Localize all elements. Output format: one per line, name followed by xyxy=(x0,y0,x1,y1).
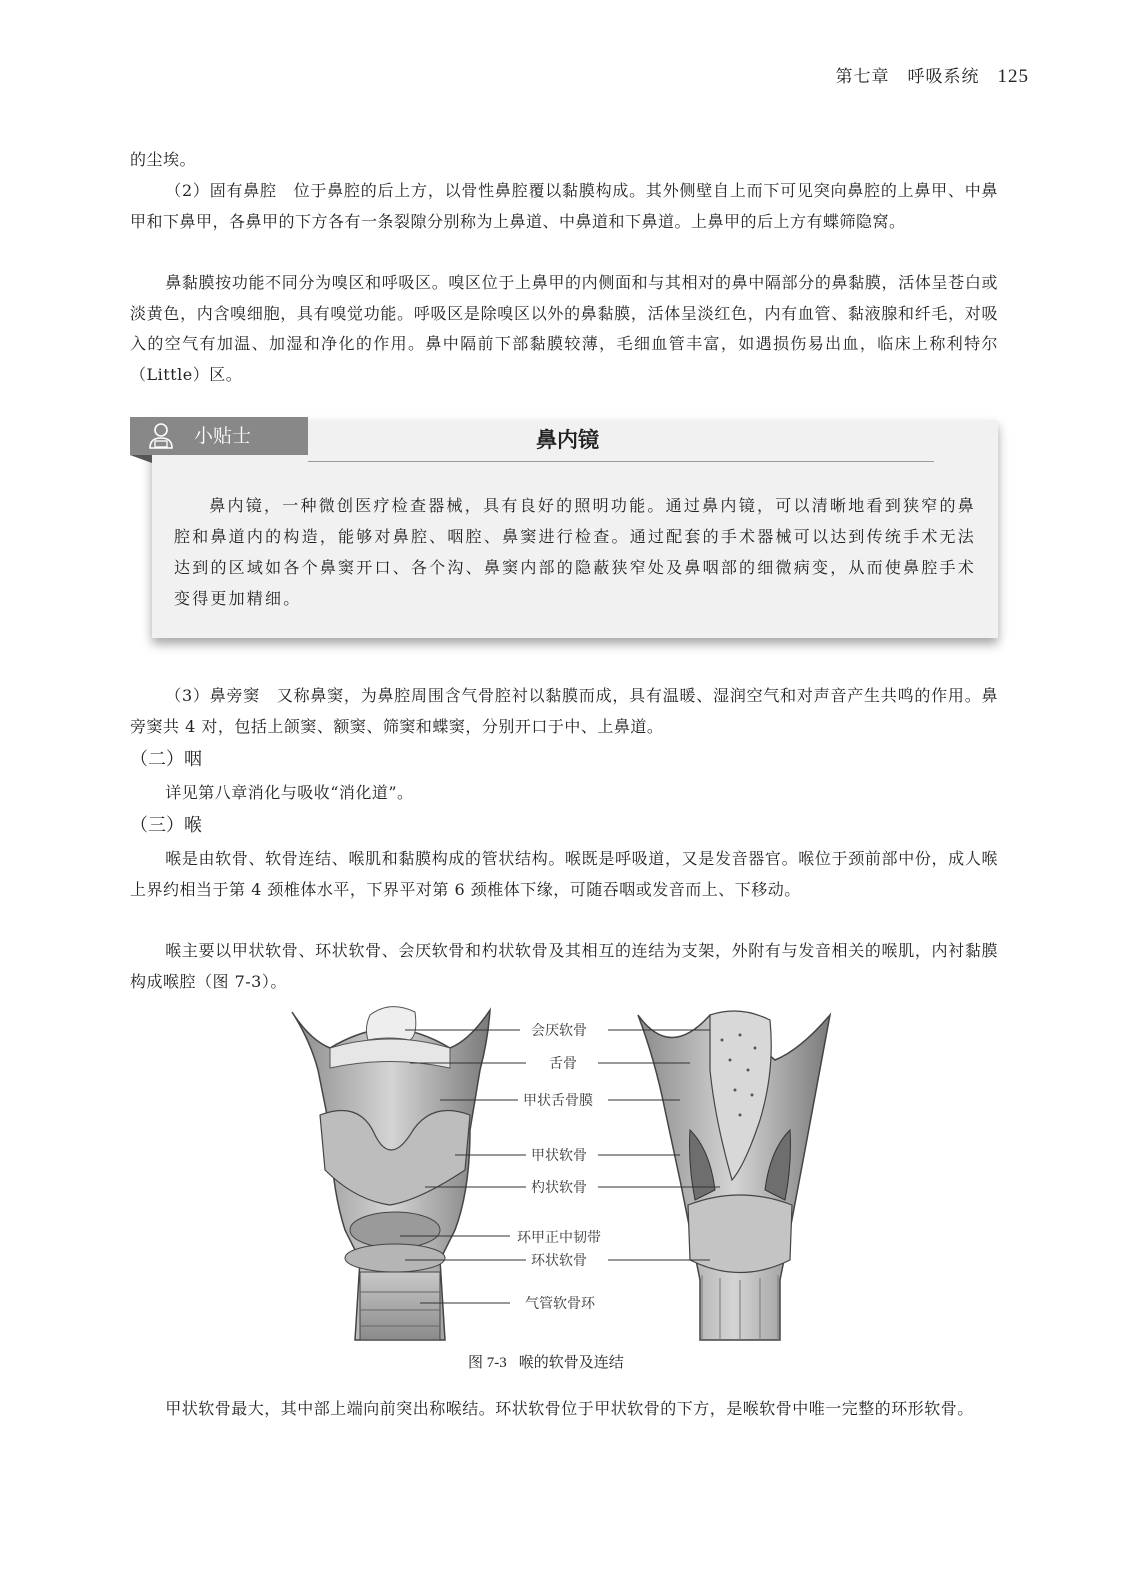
paragraph-thyroid-cricoid: 甲状软骨最大，其中部上端向前突出称喉结。环状软骨位于甲状软骨的下方，是喉软骨中唯一完整的环形软骨。 xyxy=(165,1399,974,1418)
label-epiglottic-cartilage: 会厌软骨 xyxy=(528,1020,590,1040)
figure-number: 图 7-3 xyxy=(468,1355,507,1371)
paragraph-larynx-structure: 喉是由软骨、软骨连结、喉肌和黏膜构成的管状结构。喉既是呼吸道，又是发音器官。喉位于颈前部中份，成人喉上界约相当于第 4 颈椎体水平，下界平对第 6 颈椎体下缘，可随吞咽或发音而上、下移动。 xyxy=(130,849,998,899)
reader-icon xyxy=(146,421,176,451)
label-cricoid-cartilage: 环状软骨 xyxy=(528,1250,590,1270)
paragraph-pharynx: 详见第八章消化与吸收“消化道”。 xyxy=(165,783,414,802)
label-thyroid-cartilage: 甲状软骨 xyxy=(528,1145,590,1165)
tip-divider xyxy=(308,461,934,462)
tip-tab xyxy=(130,417,308,455)
chapter-title: 第七章 呼吸系统 xyxy=(835,67,980,87)
paragraph-nasal-mucosa: 鼻黏膜按功能不同分为嗅区和呼吸区。嗅区位于上鼻甲的内侧面和与其相对的鼻中隔部分的鼻黏膜，活体呈苍白或淡黄色，内含嗅细胞，具有嗅觉功能。呼吸区是除嗅区以外的鼻黏膜，活体呈淡红色，内有血管、黏液腺和纤毛，对吸入的空气有加温、加湿和净化的作用。鼻中隔前下部黏膜较薄，毛细血管丰富，如遇损伤易出血，临床上称利特尔（Little）区。 xyxy=(130,273,998,384)
section-heading-pharynx: （二）咽 xyxy=(130,749,202,770)
paragraph-dust: 的尘埃。 xyxy=(130,150,197,169)
tip-title: 鼻内镜 xyxy=(536,428,599,452)
paragraph-nasal-cavity-proper: （2）固有鼻腔 位于鼻腔的后上方，以骨性鼻腔覆以黏膜构成。其外侧壁自上而下可见突向鼻腔的上鼻甲、中鼻甲和下鼻甲，各鼻甲的下方各有一条裂隙分别称为上鼻道、中鼻道和下鼻道。上鼻甲的后上方有蝶筛隐窝。 xyxy=(130,181,998,231)
paragraph-larynx-framework: 喉主要以甲状软骨、环状软骨、会厌软骨和杓状软骨及其相互的连结为支架，外附有与发音相关的喉肌，内衬黏膜构成喉腔（图 7-3）。 xyxy=(130,941,998,991)
label-arytenoid-cartilage: 杓状软骨 xyxy=(528,1177,590,1197)
tip-body: 鼻内镜，一种微创医疗检查器械，具有良好的照明功能。通过鼻内镜，可以清晰地看到狭窄的鼻腔和鼻道内的构造，能够对鼻腔、咽腔、鼻窦进行检查。通过配套的手术器械可以达到传统手术无法达到的区域如各个鼻窦开口、各个沟、鼻窦内部的隐蔽狭窄处及鼻咽部的细微病变，从而使鼻腔手术变得更加精细。 xyxy=(174,496,976,608)
label-median-cricothyroid-ligament: 环甲正中韧带 xyxy=(514,1227,604,1247)
section-heading-larynx: （三）喉 xyxy=(130,815,202,836)
tip-tab-label: 小贴士 xyxy=(194,425,252,447)
label-hyoid-bone: 舌骨 xyxy=(546,1053,580,1073)
figure-caption-text: 喉的软骨及连结 xyxy=(518,1353,624,1371)
figure-larynx-cartilages xyxy=(270,1000,860,1350)
figure-caption xyxy=(468,1351,624,1372)
label-thyrohyoid-membrane: 甲状舌骨膜 xyxy=(520,1090,596,1110)
paragraph-paranasal-sinus: （3）鼻旁窦 又称鼻窦，为鼻腔周围含气骨腔衬以黏膜而成，具有温暖、湿润空气和对声音产生共鸣的作用。鼻旁窦共 4 对，包括上颌窦、额窦、筛窦和蝶窦，分别开口于中、上鼻道。 xyxy=(130,686,998,736)
anterior-view xyxy=(292,1007,490,1340)
label-tracheal-cartilage-rings: 气管软骨环 xyxy=(522,1293,598,1313)
tab-fold xyxy=(130,455,152,463)
running-header xyxy=(836,62,1030,88)
posterior-view xyxy=(638,1011,830,1340)
page-number: 125 xyxy=(997,66,1029,87)
